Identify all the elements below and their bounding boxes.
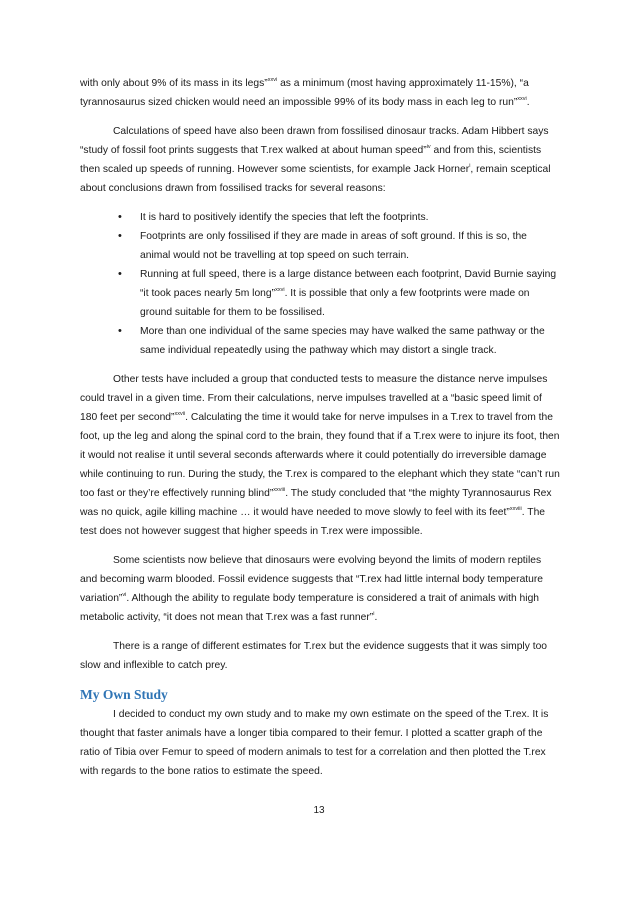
reasons-list [80, 208, 560, 360]
text-run: . [526, 97, 530, 108]
paragraph-nerve-impulses [80, 370, 560, 541]
footnote-ref: i [469, 163, 471, 169]
text-run: Running at full speed, there is a large distance between each footprint, David Burnie saying “it took paces nearly 5m long” [140, 269, 557, 299]
list-item: • More than one individual of the same species may have walked the same pathway or the same individual repeatedly using the pathway which may distort a single track. [140, 322, 560, 360]
footnote-ref: iv [426, 144, 431, 150]
text-run: . Calculating the time it would take for nerve impulses in a T.rex to travel from the foot, up the leg and along the spinal cord to the brain, they found that if a T.rex were to injure its foot, then it would not realise it until several seconds afterwards where it could potentially do irreversible damage while continuing to run. During the study, the T.rex is compared to the elephant which they state “can’t run too fast or they’re effectively running blind” [80, 412, 560, 499]
text-run: and from this, scientists then scaled up speeds of running. However some scientists, for example Jack Horner [80, 145, 542, 175]
text-run: . [374, 612, 378, 623]
text-run: . The test does not however suggest that higher speeds in T.rex were impossible. [80, 507, 546, 537]
text-run: , remain sceptical about conclusions drawn from fossilised tracks for several reasons: [80, 164, 551, 194]
text-run: with only about 9% of its mass in its legs” [80, 78, 268, 89]
section-heading: My Own Study [80, 687, 168, 702]
text-run: . It is possible that only a few footprints were made on ground suitable for them to be fossilised. [140, 288, 530, 318]
paragraph-warm-blooded [80, 551, 560, 627]
footnote-ref: xxviii [509, 506, 522, 512]
text-run: Other tests have included a group that conducted tests to measure the distance nerve impulses could travel in a given time. From their calculations, nerve impulses travelled at a “basic speed limit of 180 feet per second” [80, 374, 548, 423]
text-run: as a minimum (most having approximately 11-15%), “a tyrannosaurus sized chicken would need an impossible 99% of its body mass in each leg to run” [80, 78, 529, 108]
footnote-ref: xxvii [174, 411, 186, 417]
footnote-ref: xxvi [517, 96, 527, 102]
list-item [140, 265, 560, 322]
page-number: 13 [313, 805, 325, 816]
paragraph-fossil-tracks [80, 122, 560, 198]
text-run: Some scientists now believe that dinosaurs were evolving beyond the limits of modern reptiles and becoming warm blooded. Fossil evidence suggests that “T.rex had little internal body temperature variation” [80, 555, 544, 604]
text-run: . The study concluded that “the mighty Tyrannosaurus Rex was no quick, agile killing machine … it would have needed to move slowly to feel with its feet” [80, 488, 552, 518]
paragraph-conclusion: There is a range of different estimates for T.rex but the evidence suggests that it was simply too slow and inflexible to catch prey. [80, 641, 548, 671]
footnote-ref: i [373, 611, 375, 617]
list-item: • It is hard to positively identify the species that left the footprints. [140, 208, 560, 227]
footnote-ref: xxviii [273, 487, 286, 493]
document-body [80, 74, 560, 791]
list-item: • Footprints are only fossilised if they are made in areas of soft ground. If this is so, the animal would not be travelling at top speed on such terrain. [140, 227, 560, 265]
footnote-ref: xxvi [275, 287, 285, 293]
footnote-ref: vi [122, 592, 127, 598]
text-run: Calculations of speed have also been drawn from fossilised dinosaur tracks. Adam Hibbert says “study of fossil foot prints suggests that T.rex walked at about human speed” [80, 126, 549, 156]
paragraph-own-study: I decided to conduct my own study and to make my own estimate on the speed of the T.rex. It is thought that faster animals have a longer tibia compared to their femur. I plotted a scatter graph of the ratio of Tibia over Femur to speed of modern animals to test for a correlation and then plotted the T.rex with regards to the bone ratios to estimate the speed. [80, 709, 549, 777]
text-run: . Although the ability to regulate body temperature is considered a trait of animals with high metabolic activity, “it does not mean that T.rex was a fast runner” [80, 593, 540, 623]
paragraph-leg-mass [80, 74, 560, 112]
footnote-ref: xxvi [267, 77, 278, 83]
